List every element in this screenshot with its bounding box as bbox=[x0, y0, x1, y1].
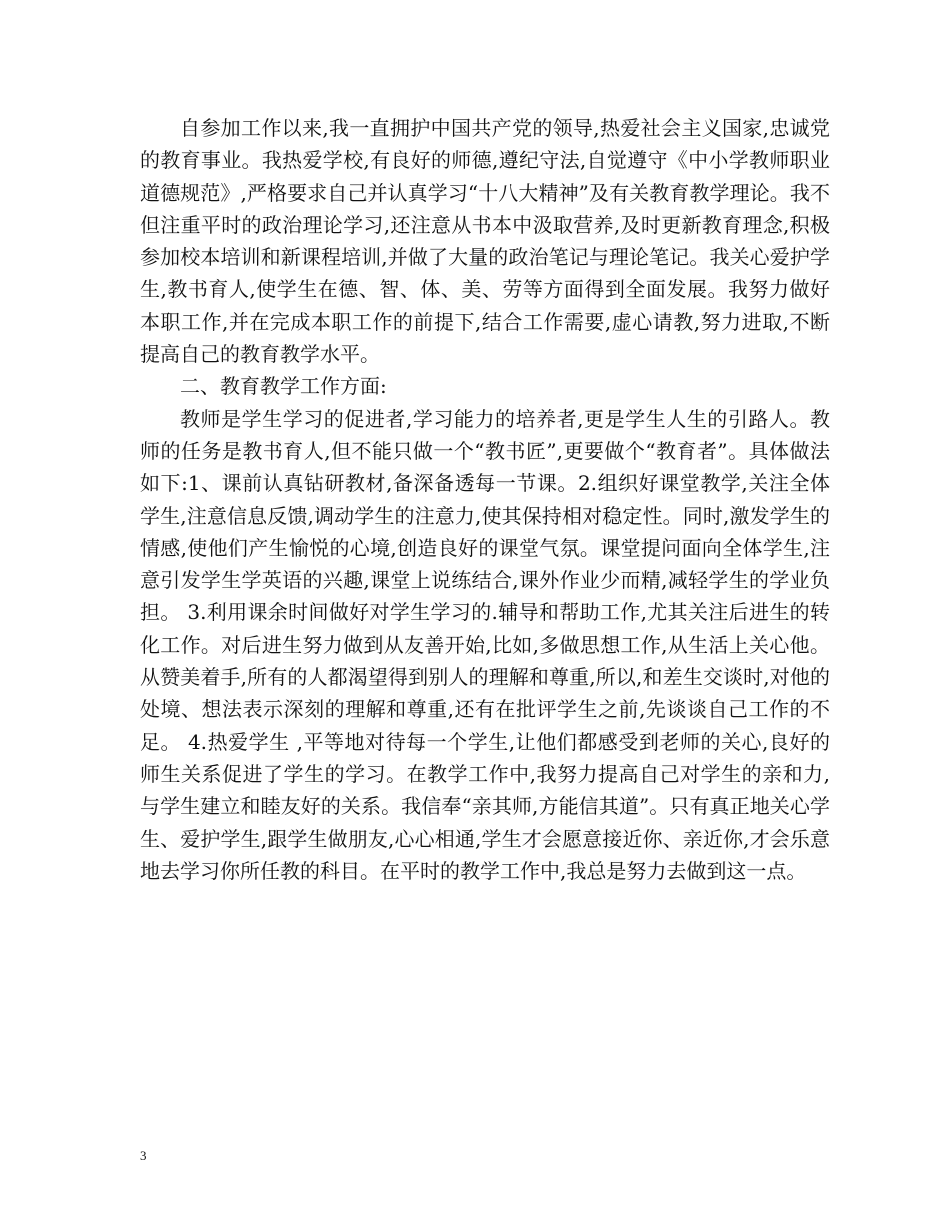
paragraph-3: 教师是学生学习的促进者,学习能力的培养者,更是学生人生的引路人。教师的任务是教书育人,但不能只做一个“教书匠”,更要做个“教育者”。具体做法如下:1、课前认真钻研教材,备深备透每一节课。2.组织好课堂教学,关注全体学生,注意信息反馈,调动学生的注意力,使其保持相对稳定性。同时,激发学生的情感,使他们产生愉悦的心境,创造良好的课堂气氛。课堂提问面向全体学生,注意引发学生学英语的兴趣,课堂上说练结合,课外作业少而精,减轻学生的学业负担。 3.利用课余时间做好对学生学习的.辅导和帮助工作,尤其关注后进生的转化工作。对后进生努力做到从友善开始,比如,多做思想工作,从生活上关心他。从赞美着手,所有的人都渴望得到别人的理解和尊重,所以,和差生交谈时,对他的处境、想法表示深刻的理解和尊重,还有在批评学生之前,先谈谈自己工作的不足。 4.热爱学生 ,平等地对待每一个学生,让他们都感受到老师的关心,良好的师生关系促进了学生的学习。在教学工作中,我努力提高自己对学生的亲和力,与学生建立和睦友好的关系。我信奉“亲其师,方能信其道”。只有真正地关心学生、爱护学生,跟学生做朋友,心心相通,学生才会愿意接近你、亲近你,才会乐意地去学习你所任教的科目。在平时的教学工作中,我总是努力去做到这一点。 bbox=[140, 406, 830, 883]
section-heading-2: 二、教育教学工作方面: bbox=[180, 374, 387, 399]
page-number: 3 bbox=[140, 1148, 147, 1163]
body-text bbox=[140, 112, 830, 887]
paragraph-1: 自参加工作以来,我一直拥护中国共产党的领导,热爱社会主义国家,忠诚党的教育事业。我热爱学校,有良好的师德,遵纪守法,自觉遵守《中小学教师职业道德规范》,严格要求自己并认真学习“十八大精神”及有关教育教学理论。我不但注重平时的政治理论学习,还注意从书本中汲取营养,及时更新教育理念,积极参加校本培训和新课程培训,并做了大量的政治笔记与理论笔记。我关心爱护学生,教书育人,使学生在德、智、体、美、劳等方面得到全面发展。我努力做好本职工作,并在完成本职工作的前提下,结合工作需要,虚心请教,努力进取,不断提高自己的教育教学水平。 bbox=[140, 116, 830, 367]
